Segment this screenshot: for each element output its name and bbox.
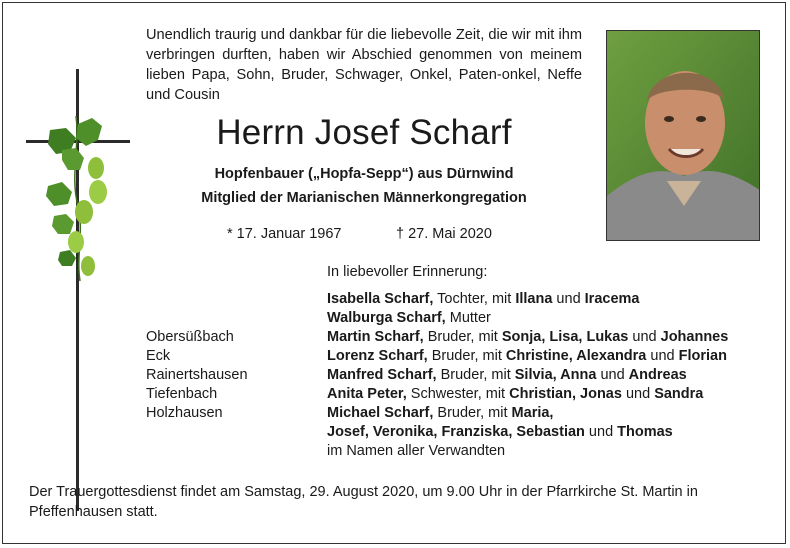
mourner-row — [327, 309, 728, 328]
place-item: Obersüßbach — [146, 329, 234, 345]
mourner-text: Maria, — [511, 405, 554, 421]
subtitle-membership: Mitglied der Marianischen Männerkongregation — [201, 190, 527, 206]
birth-date: * 17. Januar 1967 — [227, 226, 342, 242]
mourner-row — [327, 366, 728, 385]
mourner-text: und — [552, 291, 585, 307]
mourners-list — [327, 290, 728, 461]
mourner-text: Iracema — [584, 291, 640, 307]
mourner-text: Christian, Jonas — [509, 386, 622, 402]
mourner-text: Sonja, Lisa, Lukas — [501, 329, 629, 345]
mourner-text: Walburga Scharf, — [327, 310, 446, 326]
mourner-text: Manfred Scharf, — [327, 367, 437, 383]
mourner-text: Isabella Scharf, — [327, 291, 434, 307]
place-item: Rainertshausen — [146, 367, 248, 383]
mourner-text: und — [596, 367, 629, 383]
mourner-text: Illana — [515, 291, 553, 307]
mourner-text: Florian — [678, 348, 727, 364]
death-date: † 27. Mai 2020 — [396, 226, 492, 242]
mourner-text: Lorenz Scharf, — [327, 348, 428, 364]
mourner-row — [327, 328, 728, 347]
mourner-row — [327, 290, 728, 309]
mourner-text: Bruder, mit — [433, 405, 512, 421]
portrait-photo — [606, 30, 760, 241]
mourner-text: Josef, Veronika, Franziska, Sebastian — [327, 424, 585, 440]
mourner-text: Christine, Alexandra — [505, 348, 647, 364]
place-item: Holzhausen — [146, 405, 223, 421]
mourner-text: Johannes — [660, 329, 729, 345]
mourner-row — [327, 347, 728, 366]
subtitle-occupation: Hopfenbauer („Hopfa-Sepp“) aus Dürnwind — [214, 166, 514, 182]
mourner-row — [327, 404, 728, 423]
mourner-text: Sandra — [654, 386, 704, 402]
mourner-row — [327, 442, 728, 461]
mourner-text: im Namen aller Verwandten — [327, 443, 506, 459]
memory-heading: In liebevoller Erinnerung: — [327, 264, 488, 280]
mourner-text: Bruder, mit — [436, 367, 515, 383]
place-item: Eck — [146, 348, 171, 364]
deceased-name: Herrn Josef Scharf — [216, 113, 512, 152]
mourner-text: Andreas — [628, 367, 687, 383]
mourner-text: Anita Peter, — [327, 386, 407, 402]
mourner-text: und — [621, 386, 655, 402]
mourner-text: und — [584, 424, 618, 440]
mourner-text: Tochter, mit — [433, 291, 516, 307]
places-list — [146, 328, 248, 423]
mourner-text: Thomas — [617, 424, 673, 440]
mourner-text: Bruder, mit — [423, 329, 502, 345]
mourner-text: Martin Scharf, — [327, 329, 424, 345]
mourner-text: Silvia, Anna — [514, 367, 597, 383]
mourner-text: und — [628, 329, 661, 345]
mourner-text: Bruder, mit — [427, 348, 506, 364]
mourner-row — [327, 423, 728, 442]
intro-text: Unendlich traurig und dankbar für die liebevolle Zeit, die wir mit ihm verbringen durften, haben wir Abschied genommen von meinem lieben Papa, Sohn, Bruder, Schwager, Onkel, Paten-onkel, Neffe und Cousin — [146, 27, 582, 103]
mourner-text: und — [646, 348, 679, 364]
hop-vine-icon — [40, 116, 120, 286]
service-text: Der Trauergottesdienst findet am Samstag, 29. August 2020, um 9.00 Uhr in der Pfarrkirche St. Martin in Pfeffenhausen statt. — [29, 484, 698, 520]
mourner-text: Schwester, mit — [406, 386, 510, 402]
mourner-row — [327, 385, 728, 404]
mourner-text: Michael Scharf, — [327, 405, 434, 421]
place-item: Tiefenbach — [146, 386, 218, 402]
mourner-text: Mutter — [445, 310, 491, 326]
